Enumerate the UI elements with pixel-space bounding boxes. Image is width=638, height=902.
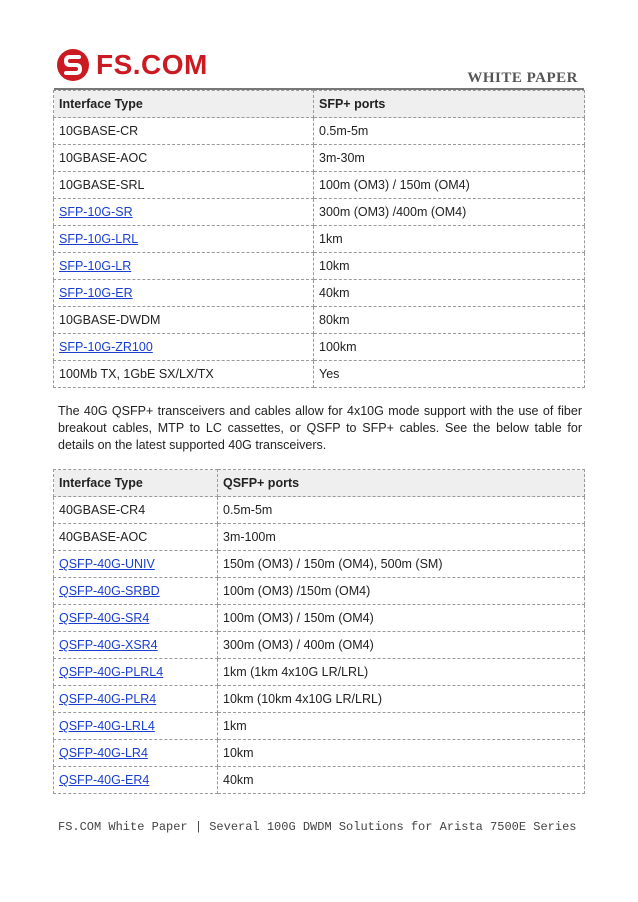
interface-type-cell: 40GBASE-AOC (54, 524, 218, 551)
table-row (54, 334, 585, 361)
table-row (54, 686, 585, 713)
interface-type-cell (54, 686, 218, 713)
ports-cell: 300m (OM3) /400m (OM4) (314, 199, 585, 226)
sfp-ports-table (53, 90, 585, 388)
table-row (54, 767, 585, 794)
ports-cell: 0.5m-5m (314, 118, 585, 145)
column-header-interface-type: Interface Type (54, 91, 314, 118)
ports-cell: 100m (OM3) / 150m (OM4) (218, 605, 585, 632)
ports-cell: 3m-30m (314, 145, 585, 172)
sfp-header-row (54, 91, 585, 118)
table-row (54, 280, 585, 307)
interface-type-cell (54, 334, 314, 361)
table-row (54, 605, 585, 632)
document-type-label: WHITE PAPER (467, 70, 578, 86)
interface-type-cell (54, 551, 218, 578)
table-row (54, 632, 585, 659)
ports-cell: 100m (OM3) /150m (OM4) (218, 578, 585, 605)
interface-type-cell: 10GBASE-DWDM (54, 307, 314, 334)
ports-cell: 80km (314, 307, 585, 334)
column-header-ports: QSFP+ ports (218, 470, 585, 497)
interface-type-cell (54, 632, 218, 659)
interface-type-cell (54, 253, 314, 280)
product-link[interactable]: QSFP-40G-LR4 (59, 746, 148, 760)
fs-logo-icon (56, 48, 90, 82)
column-header-ports: SFP+ ports (314, 91, 585, 118)
table-row (54, 253, 585, 280)
interface-type-cell: 10GBASE-CR (54, 118, 314, 145)
interface-type-cell (54, 740, 218, 767)
table-row (54, 551, 585, 578)
interface-type-cell: 10GBASE-AOC (54, 145, 314, 172)
ports-cell: 3m-100m (218, 524, 585, 551)
table-row (54, 145, 585, 172)
product-link[interactable]: QSFP-40G-ER4 (59, 773, 150, 787)
page-header (0, 0, 638, 92)
product-link[interactable]: SFP-10G-ER (59, 286, 133, 300)
brand-name: FS.COM (96, 49, 208, 80)
product-link[interactable]: QSFP-40G-SR4 (59, 611, 150, 625)
ports-cell: 300m (OM3) / 400m (OM4) (218, 632, 585, 659)
interface-type-cell: 10GBASE-SRL (54, 172, 314, 199)
table-row (54, 199, 585, 226)
ports-cell: 0.5m-5m (218, 497, 585, 524)
qsfp-header-row (54, 470, 585, 497)
table-row (54, 740, 585, 767)
ports-cell: 1km (218, 713, 585, 740)
column-header-interface-type: Interface Type (54, 470, 218, 497)
product-link[interactable]: SFP-10G-LRL (59, 232, 139, 246)
ports-cell: 100m (OM3) / 150m (OM4) (314, 172, 585, 199)
interface-type-cell (54, 226, 314, 253)
brand-logo (56, 48, 208, 82)
table-row (54, 361, 585, 388)
interface-type-cell (54, 199, 314, 226)
table-row (54, 118, 585, 145)
ports-cell: 40km (314, 280, 585, 307)
table-row (54, 713, 585, 740)
qsfp-description-paragraph: The 40G QSFP+ transceivers and cables allow for 4x10G mode support with the use of fiber breakout cables, MTP to LC cassettes, or QSFP to SFP+ cables. See the below table for details on the latest supported 40G transceivers. (58, 404, 582, 452)
table-row (54, 524, 585, 551)
interface-type-cell (54, 767, 218, 794)
interface-type-cell: 100Mb TX, 1GbE SX/LX/TX (54, 361, 314, 388)
ports-cell: 10km (10km 4x10G LR/LRL) (218, 686, 585, 713)
interface-type-cell (54, 713, 218, 740)
table-row (54, 578, 585, 605)
ports-cell: 100km (314, 334, 585, 361)
product-link[interactable]: QSFP-40G-SRBD (59, 584, 160, 598)
table-row (54, 497, 585, 524)
product-link[interactable]: QSFP-40G-UNIV (59, 557, 155, 571)
product-link[interactable]: SFP-10G-LR (59, 259, 132, 273)
qsfp-ports-table (53, 469, 585, 794)
ports-cell: 10km (314, 253, 585, 280)
table-row (54, 172, 585, 199)
product-link[interactable]: SFP-10G-ZR100 (59, 340, 153, 354)
ports-cell: 1km (314, 226, 585, 253)
ports-cell: 10km (218, 740, 585, 767)
ports-cell: 1km (1km 4x10G LR/LRL) (218, 659, 585, 686)
interface-type-cell (54, 578, 218, 605)
product-link[interactable]: QSFP-40G-LRL4 (59, 719, 155, 733)
product-link[interactable]: QSFP-40G-XSR4 (59, 638, 158, 652)
interface-type-cell: 40GBASE-CR4 (54, 497, 218, 524)
ports-cell: Yes (314, 361, 585, 388)
interface-type-cell (54, 280, 314, 307)
interface-type-cell (54, 659, 218, 686)
product-link[interactable]: QSFP-40G-PLR4 (59, 692, 157, 706)
product-link[interactable]: SFP-10G-SR (59, 205, 133, 219)
ports-cell: 150m (OM3) / 150m (OM4), 500m (SM) (218, 551, 585, 578)
table-row (54, 226, 585, 253)
ports-cell: 40km (218, 767, 585, 794)
table-row (54, 659, 585, 686)
product-link[interactable]: QSFP-40G-PLRL4 (59, 665, 164, 679)
table-row (54, 307, 585, 334)
interface-type-cell (54, 605, 218, 632)
page-footer: FS.COM White Paper | Several 100G DWDM Solutions for Arista 7500E Series (58, 820, 577, 834)
